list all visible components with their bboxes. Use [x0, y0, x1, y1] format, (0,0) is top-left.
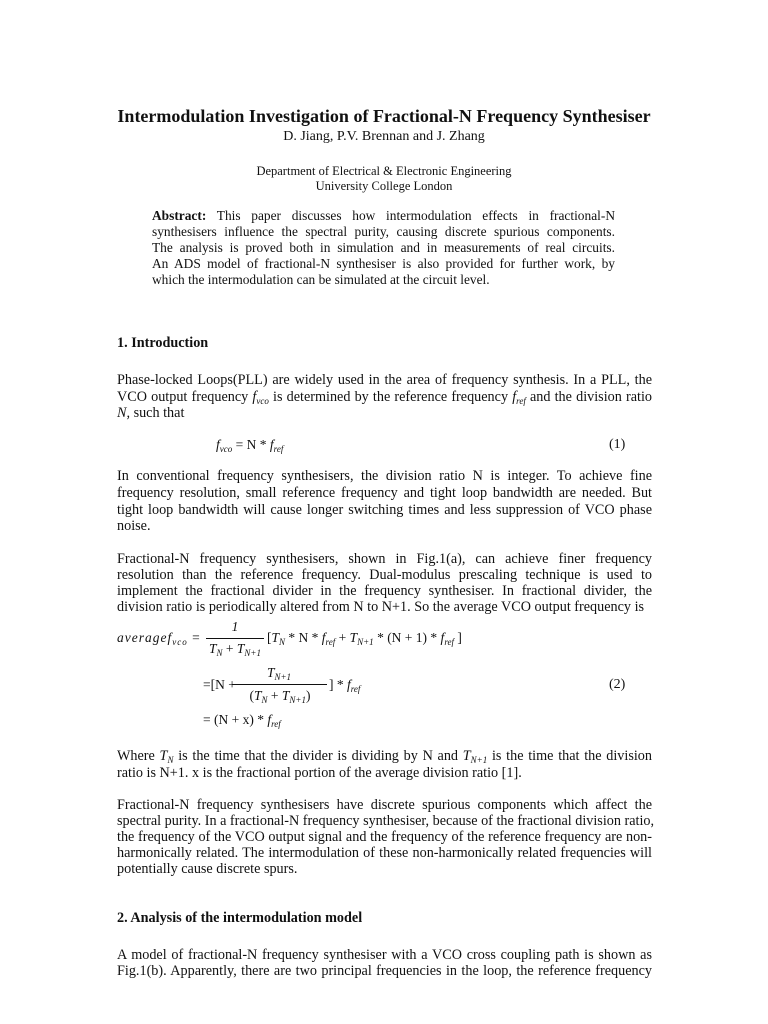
paragraph-line: In conventional frequency synthesisers, the division ratio N is integer. To achieve fine [117, 468, 652, 484]
paragraph-line: A model of fractional-N frequency synthesiser with a VCO cross coupling path is shown as [117, 947, 652, 963]
paragraph-line: the frequency of the VCO output signal and the frequency of the reference frequency are non- [117, 829, 652, 845]
paragraph-line: noise. [117, 518, 151, 534]
equation-1-number: (1) [609, 437, 626, 452]
section-heading-introduction: 1. Introduction [117, 335, 209, 351]
abstract-line: Abstract: This paper discusses how intermodulation effects in fractional-N [152, 208, 615, 223]
paragraph-line: Fig.1(b). Apparently, there are two principal frequencies in the loop, the reference frequency [117, 963, 652, 979]
equation-1: $f_{vco} = N * f_{ref}$ [216, 437, 284, 454]
abstract-label: Abstract: [152, 208, 207, 223]
paragraph-line: Fractional-N frequency synthesisers, shown in Fig.1(a), can achieve finer frequency [117, 551, 652, 567]
paragraph-line: N, such that [117, 405, 185, 421]
paragraph-line: spectral purity. In a fractional-N frequency synthesiser, because of the fractional division ratio, [117, 813, 655, 829]
paragraph-line: division ratio is periodically altered from N to N+1. So the average VCO output frequency is [117, 599, 645, 615]
paragraph-line: potentially cause discrete spurs. [117, 861, 298, 877]
paragraph-line: Phase-locked Loops(PLL) are widely used in the area of frequency synthesis. In a PLL, the [117, 372, 652, 388]
eq2-fraction-bar [206, 638, 264, 639]
eq2-bracket-expression: [$T_N * N * f_{ref} + T_{N+1} * (N + 1) * f_{ref}$ ] [267, 630, 462, 647]
paragraph-line: frequency resolution, small reference frequency and tight loop bandwidth are needed. But [117, 485, 652, 501]
eq2-numerator-one: 1 [231, 619, 239, 634]
authors: D. Jiang, P.V. Brennan and J. Zhang [283, 129, 485, 144]
paragraph-line: Fractional-N frequency synthesisers have discrete spurious components which affect the [117, 797, 652, 813]
eq2-denominator: $T_N + T_{N+1}$ [209, 641, 261, 658]
paragraph-line: harmonically related. The intermodulation of these non-harmonically related frequencies will [117, 845, 652, 861]
equation-2-number: (2) [609, 677, 626, 692]
paragraph-line: tight loop bandwidth will cause longer switching times and less suppression of VCO phase [117, 502, 652, 518]
paragraph-line: Where $T_N$ is the time that the divider is dividing by N and $T_{N+1}$ is the time that the division [117, 748, 652, 765]
abstract-line: which the intermodulation can be simulated at the circuit level. [152, 272, 490, 287]
affiliation-department: Department of Electrical & Electronic Engineering [256, 164, 512, 178]
paragraph-line: ratio is N+1. x is the fractional portion of the average division ratio [1]. [117, 765, 522, 781]
paragraph-line: VCO output frequency $f_{vco}$ is determined by the reference frequency $f_{ref}$ and the division ratio [117, 389, 652, 406]
affiliation-university: University College London [315, 179, 453, 193]
eq2-line2-denominator: $(T_N + T_{N+1})$ [249, 688, 311, 705]
abstract-line: An ADS model of fractional-N synthesiser is also provided for further work, by [152, 256, 615, 271]
paragraph-line: implement the fractional divider in the frequency synthesiser. In fractional divider, the [117, 583, 652, 599]
eq2-line2-fraction-bar [232, 684, 327, 685]
eq2-line2-numerator: $T_{N+1}$ [266, 665, 292, 682]
section-heading-analysis: 2. Analysis of the intermodulation model [117, 910, 363, 926]
paragraph-line: resolution than the reference frequency. Dual-modulus prescaling technique is used to [117, 567, 652, 583]
paper-title: Intermodulation Investigation of Fractional-N Frequency Synthesiser [117, 106, 651, 126]
eq2-line2-tail: ] * $f_{ref}$ [329, 677, 361, 694]
eq2-lhs: averagef$_{vco}$ = [117, 630, 201, 647]
abstract-line: The analysis is proved both in simulation and in measurements of real circuits. [152, 240, 615, 255]
abstract-line: synthesisers influence the spectral purity, causing discrete spurious components. [152, 224, 615, 239]
eq2-line3: = $(N + x) * f_{ref}$ [203, 712, 281, 729]
eq2-line2-lead: =[N + [203, 677, 236, 692]
